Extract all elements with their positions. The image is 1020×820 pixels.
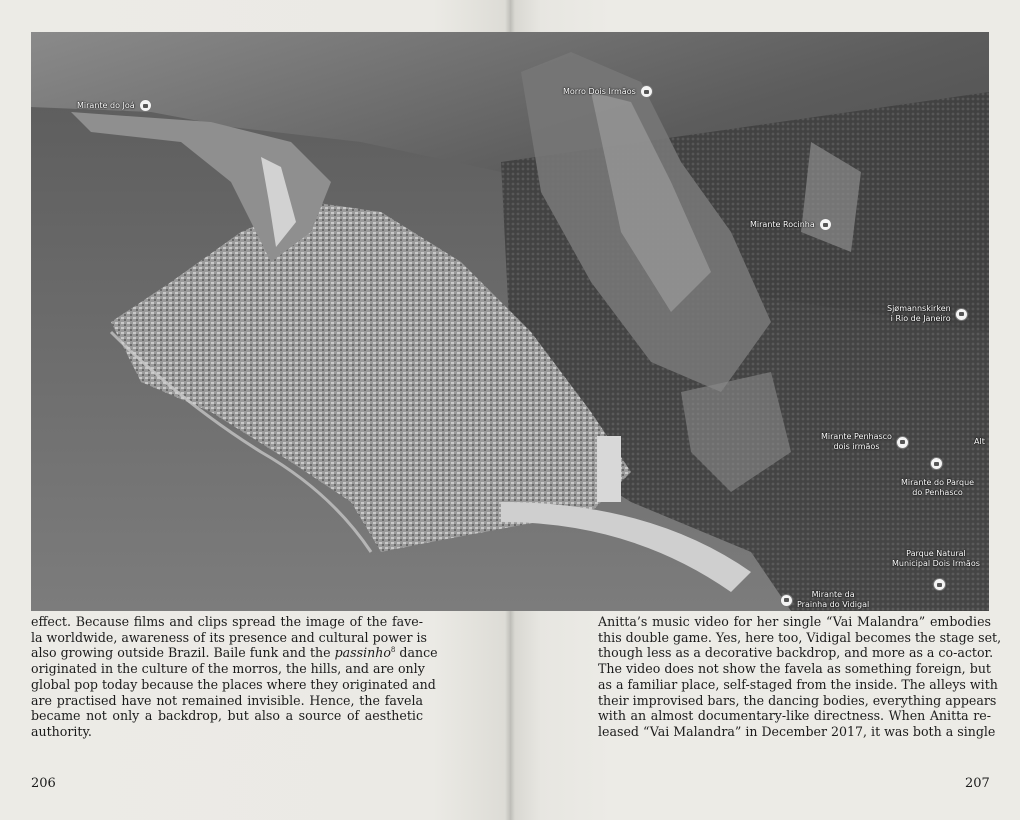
map-pin-parque-natural: Parque Natural Municipal Dois Irmãos xyxy=(892,549,980,568)
map-pin-icon-parque-natural xyxy=(933,578,946,591)
line-with-passinho: also growing outside Brazil. Baile funk and the passinho$^8$ dance xyxy=(31,645,438,661)
footnote-mark: 8 xyxy=(390,646,396,655)
aerial-map-photo xyxy=(31,32,989,611)
right-body-text: Anitta’s music video for her single “Vai Malandra” embodies this double game. Yes, here too, Vidigal becomes the stage set, though less as a decorative backdrop, and more as a co-actor. The video does not show the favela as something foreign, but as a familiar place, self-staged from the inside. The alleys with their improvised bars, the dancing bodies, everything appears with an almost documentary-like directness. When Anitta re- leased “Vai Malandra” in December 2017, it was both a single xyxy=(598,614,1002,739)
left-body-text: effect. Because films and clips spread the image of the fave- la worldwide, awareness of its presence and cultural power is also growing outside Brazil. Baile funk and the passinho$^8$ dance originated in the culture of the morros, the hills, and are only global pop today because the places where they originated and are practised have not remained invisible. Hence, the favela became not only a backdrop, but also a source of aesthetic authority. xyxy=(31,614,438,739)
map-pin-icon-parque xyxy=(930,457,943,470)
map-pin-mirante-penhasco: Mirante Penhasco dois irmãos xyxy=(821,432,909,452)
place-marker-icon xyxy=(933,578,946,591)
aerial-landscape-image xyxy=(31,32,989,611)
map-pin-mirante-rocinha: Mirante Rocinha xyxy=(750,218,832,231)
camera-icon xyxy=(139,99,152,112)
camera-icon xyxy=(896,436,909,449)
map-pin-mirante-parque-penhasco: Mirante do Parque do Penhasco xyxy=(901,478,975,497)
page-number-right: 207 xyxy=(965,776,990,791)
map-pin-mirante-vidigal: Mirante da Prainha do Vidigal xyxy=(780,590,869,610)
page-number-left: 206 xyxy=(31,776,56,791)
camera-icon xyxy=(930,457,943,470)
camera-icon xyxy=(780,594,793,607)
place-marker-icon xyxy=(955,308,968,321)
map-pin-mirante-joa: Mirante do Joá xyxy=(77,99,152,112)
map-pin-sjomannskirken: Sjømannskirken i Rio de Janeiro xyxy=(887,304,968,324)
map-pin-edge: Alt xyxy=(974,437,985,446)
camera-icon xyxy=(640,85,653,98)
camera-icon xyxy=(819,218,832,231)
map-pin-morro-dois-irmaos: Morro Dois Irmãos xyxy=(563,85,653,98)
